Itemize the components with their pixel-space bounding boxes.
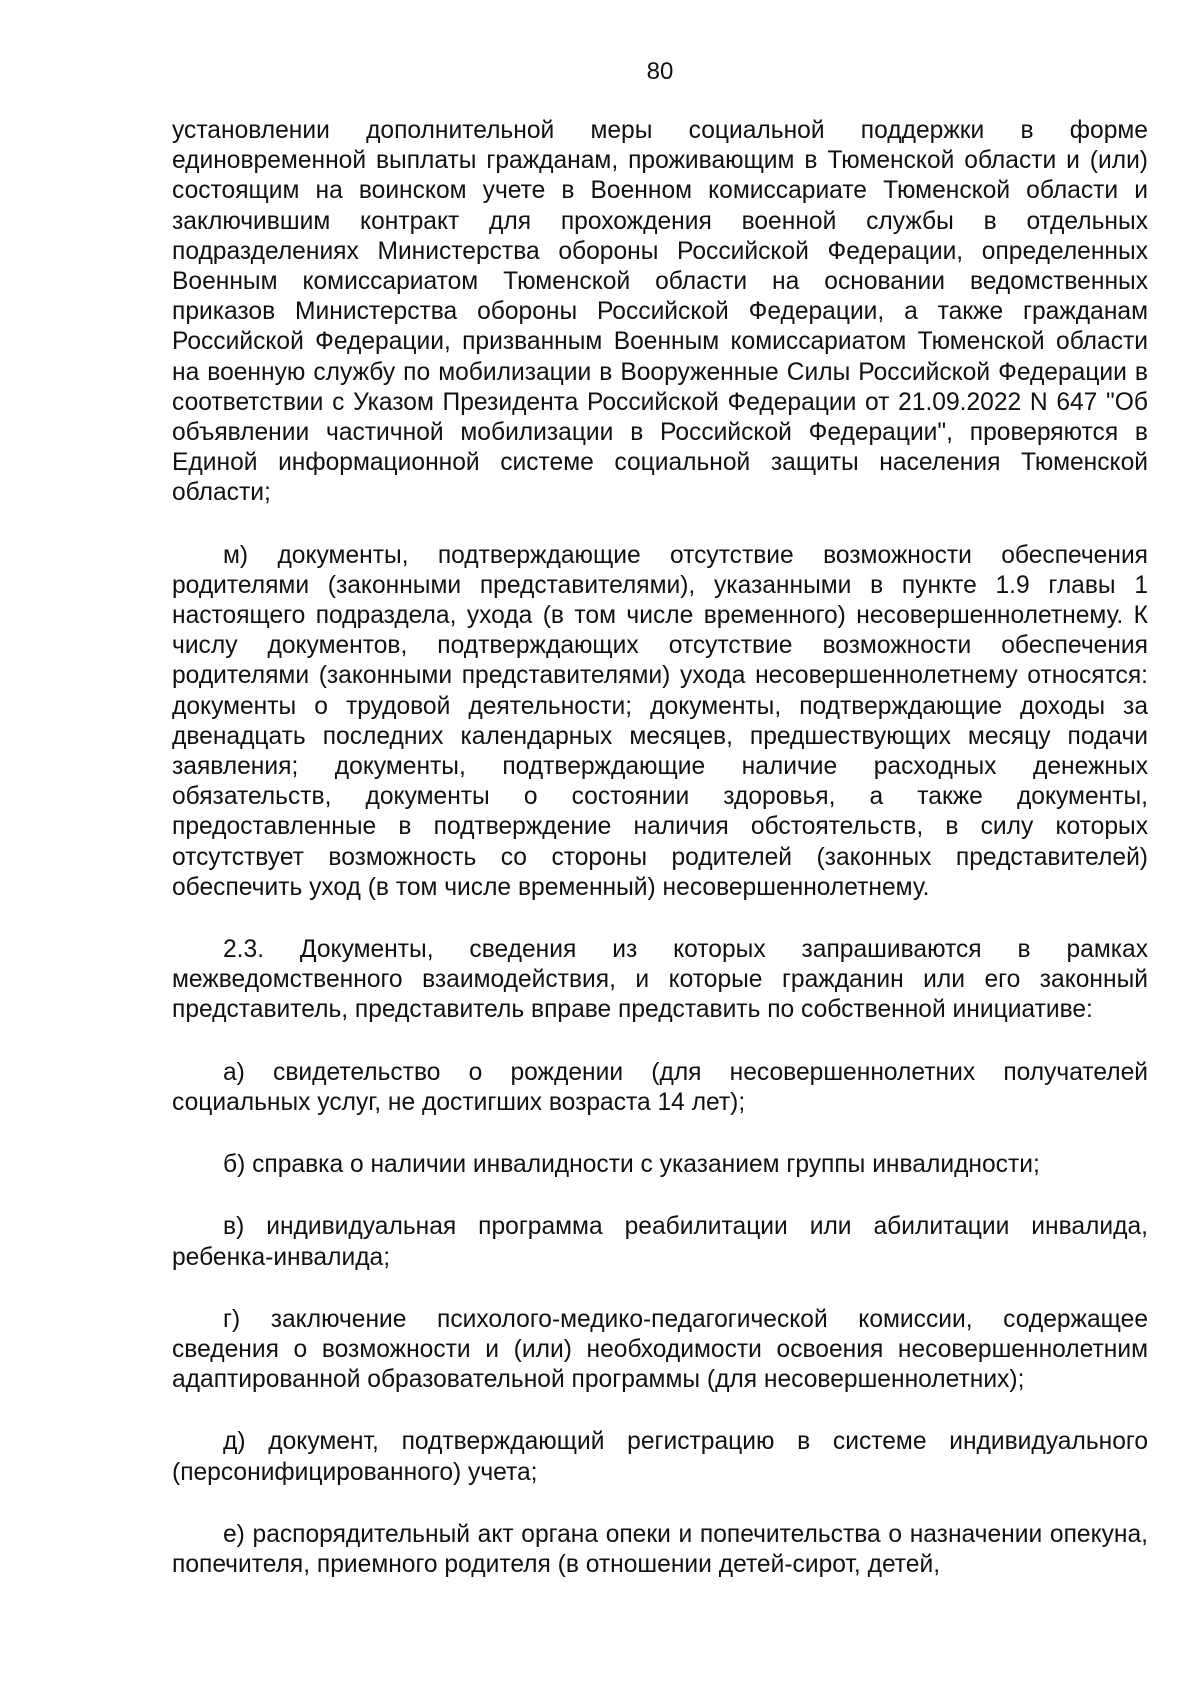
paragraph-item-e: е) распорядительный акт органа опеки и попечительства о назначении опекуна, попечителя, приемного родителя (в отношении детей-сирот, детей, xyxy=(172,1520,1148,1578)
document-body xyxy=(172,116,1148,1612)
paragraph-item-m: м) документы, подтверждающие отсутствие возможности обеспечения родителями (законными представителями), указанными в пункте 1.9 главы 1 настоящего подраздела, ухода (в том числе временного) несовершеннолетнему. К числу документов, подтверждающих отсутствие возможности обеспечения родителями (законными представителями) ухода несовершеннолетнему относятся: документы о трудовой деятельности; документы, подтверждающие доходы за двенадцать последних календарных месяцев, предшествующих месяцу подачи заявления; документы, подтверждающие наличие расходных денежных обязательств, документы о состоянии здоровья, а также документы, предоставленные в подтверждение наличия обстоятельств, в силу которых отсутствует возможность со стороны родителей (законных представителей) обеспечить уход (в том числе временный) несовершеннолетнему. xyxy=(172,541,1148,901)
paragraph-item-a: а) свидетельство о рождении (для несовершеннолетних получателей социальных услуг, не достигших возраста 14 лет); xyxy=(172,1058,1148,1116)
page-number: 80 xyxy=(646,58,674,85)
paragraph-item-g: г) заключение психолого-медико-педагогической комиссии, содержащее сведения о возможности и (или) необходимости освоения несовершеннолетним адаптированной образовательной программы (для несовершеннолетних); xyxy=(172,1305,1148,1394)
paragraph-item-v: в) индивидуальная программа реабилитации или абилитации инвалида, ребенка-инвалида; xyxy=(172,1213,1148,1271)
paragraph-item-d: д) документ, подтверждающий регистрацию в системе индивидуального (персонифицированного) учета; xyxy=(172,1428,1148,1486)
paragraph-continuation: установлении дополнительной меры социальной поддержки в форме единовременной выплаты гражданам, проживающим в Тюменской области и (или) состоящим на воинском учете в Военном комиссариате Тюменской области и заключившим контракт для прохождения военной службы в отдельных подразделениях Министерства обороны Российской Федерации, определенных Военным комиссариатом Тюменской области на основании ведомственных приказов Министерства обороны Российской Федерации, а также гражданам Российской Федерации, призванным Военным комиссариатом Тюменской области на военную службу по мобилизации в Вооруженные Силы Российской Федерации в соответствии с Указом Президента Российской Федерации от 21.09.2022 N 647 "Об объявлении частичной мобилизации в Российской Федерации", проверяются в Единой информационной системе социальной защиты населения Тюменской области; xyxy=(172,117,1148,507)
paragraph-item-b: б) справка о наличии инвалидности с указанием группы инвалидности; xyxy=(223,1151,1040,1179)
paragraph-section-2-3: 2.3. Документы, сведения из которых запрашиваются в рамках межведомственного взаимодействия, и которые гражданин или его законный представитель, представитель вправе представить по собственной инициативе: xyxy=(172,936,1148,1024)
